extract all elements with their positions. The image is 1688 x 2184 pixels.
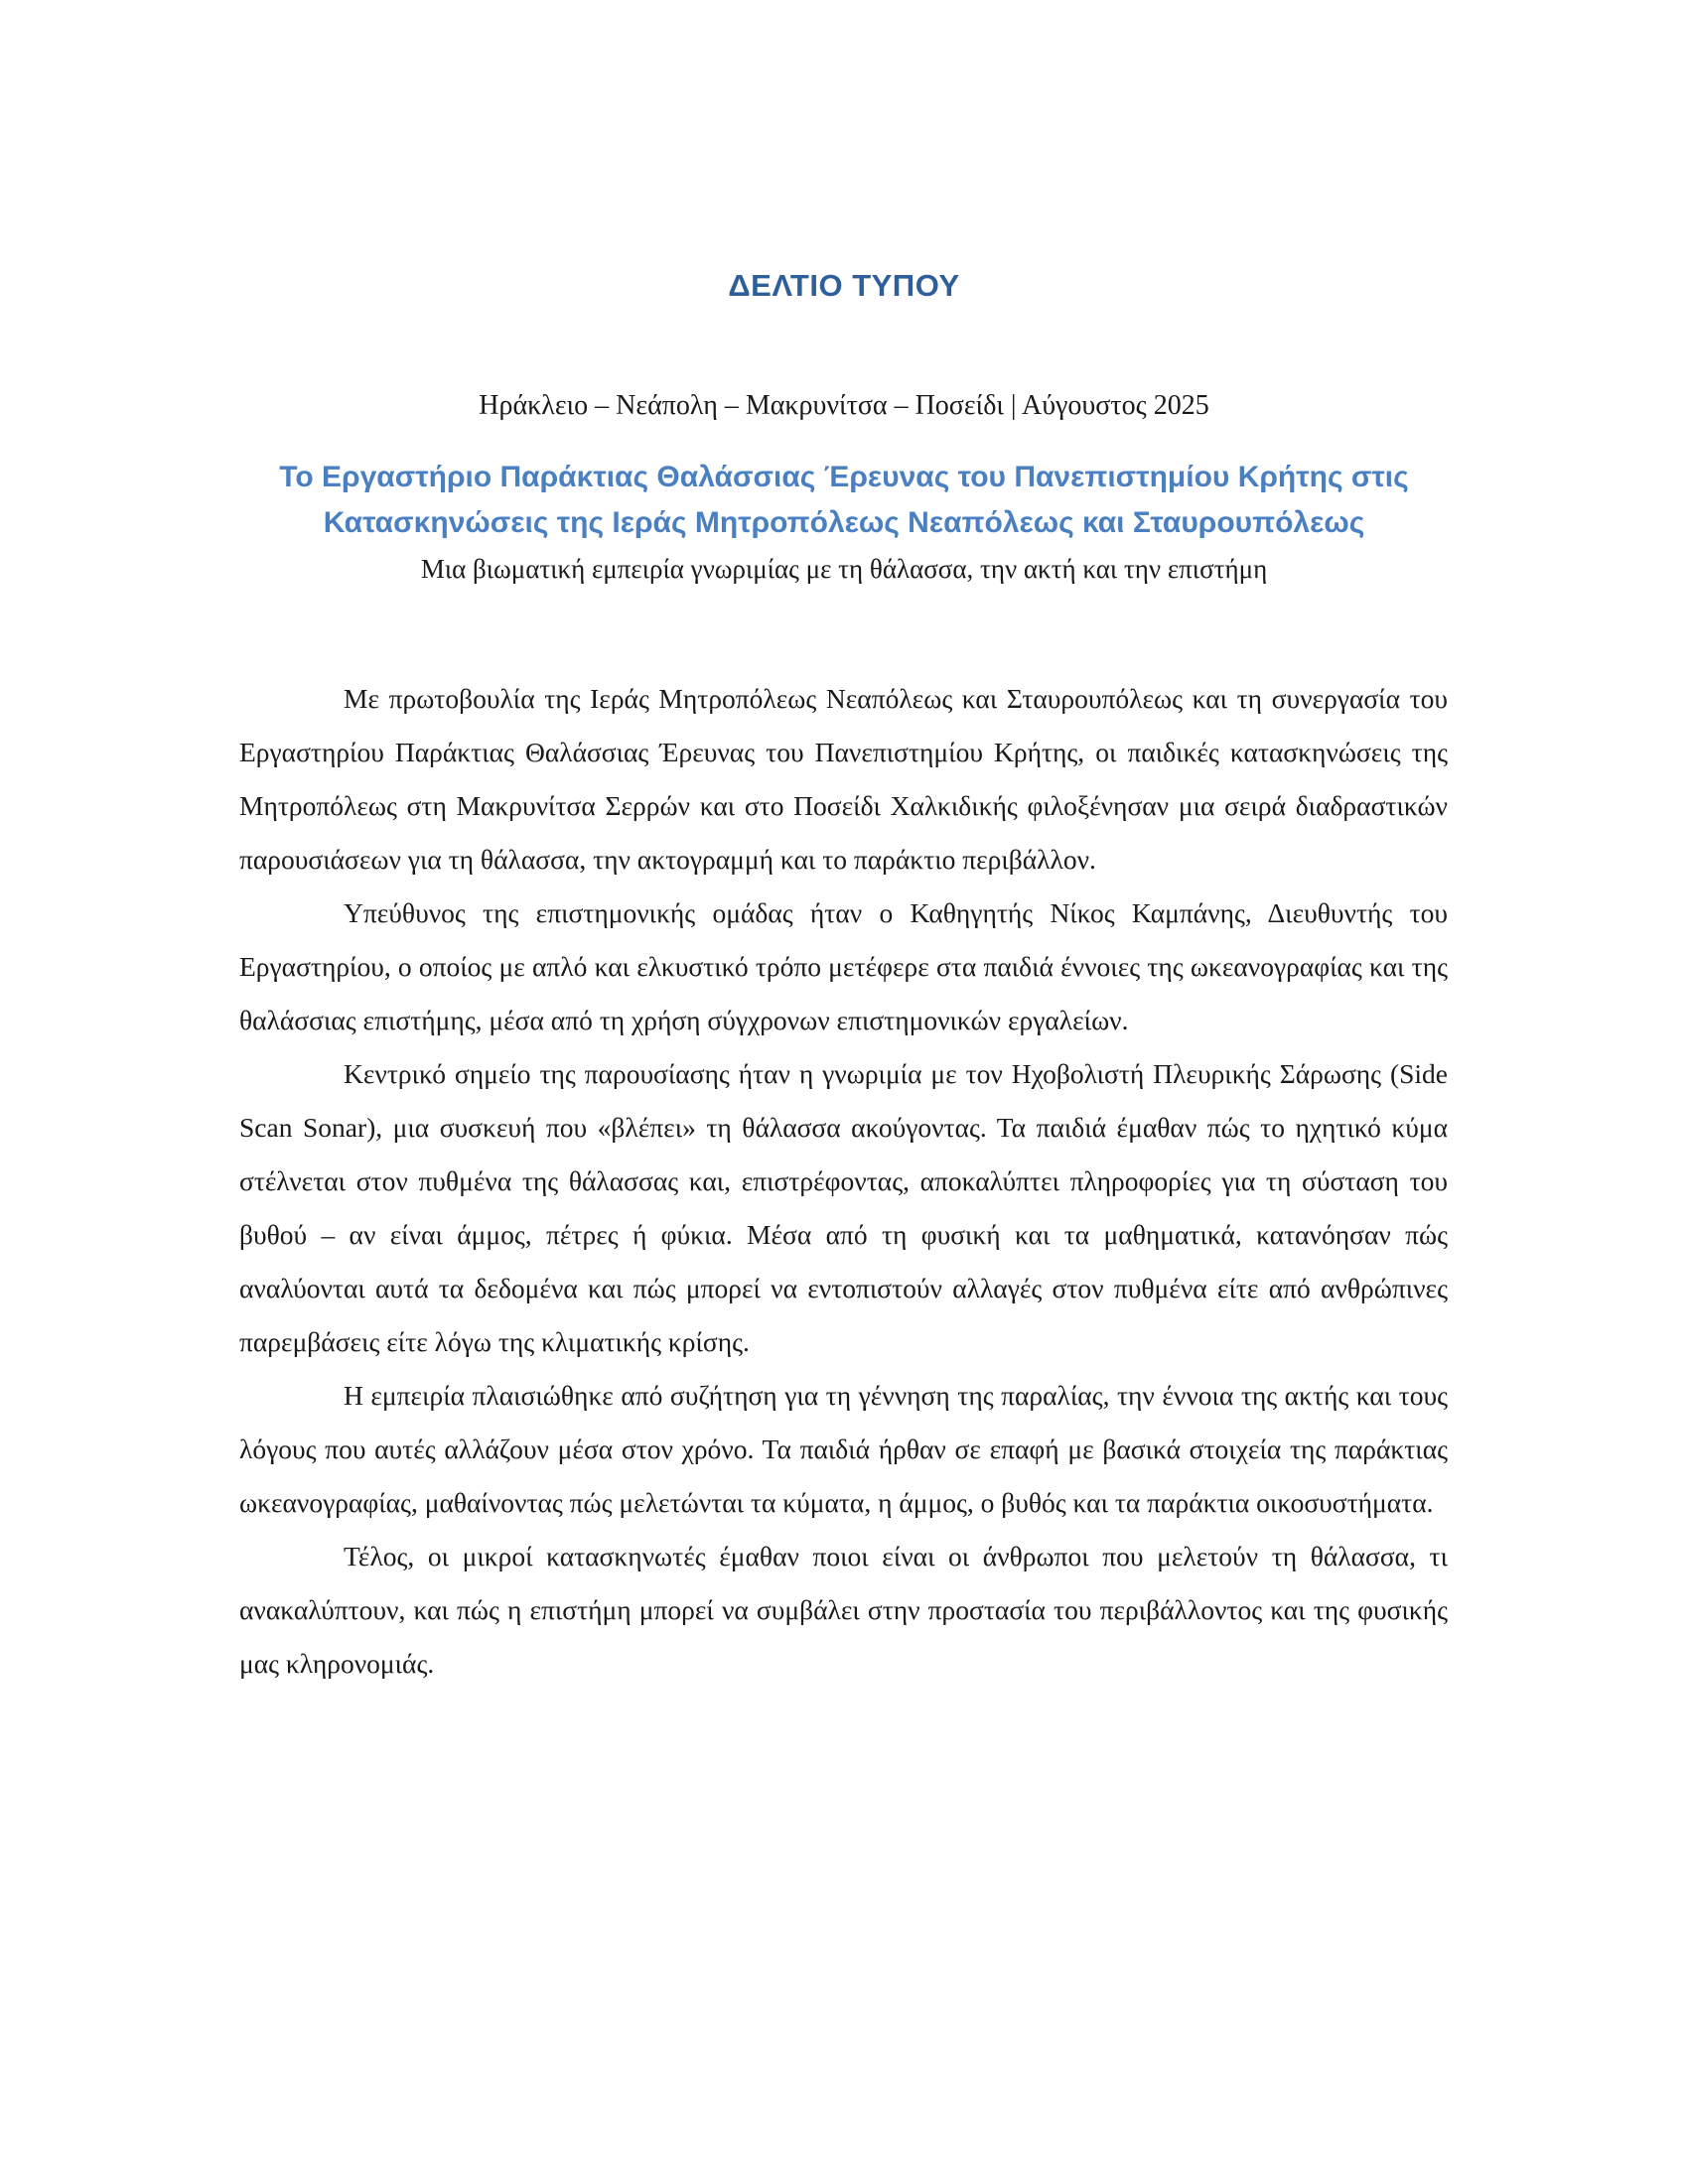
paragraph: Υπεύθυνος της επιστημονικής ομάδας ήταν ο Καθηγητής Νίκος Καμπάνης, Διευθυντής του Εργαστηρίου, ο οποίος με απλό και ελκυστικό τρόπο μετέφερε στα παιδιά έννοιες της ωκεανογραφίας και της θαλάσσιας επιστήμης, μέσα από τη χρήση σύγχρονων επιστημονικών εργαλείων. [239, 897, 1448, 1035]
paragraph: Η εμπειρία πλαισιώθηκε από συζήτηση για τη γέννηση της παραλίας, την έννοια της ακτής και τους λόγους που αυτές αλλάζουν μέσα στον χρόνο. Τα παιδιά ήρθαν σε επαφή με βασικά στοιχεία της παράκτιας ωκεανογραφίας, μαθαίνοντας πώς μελετώνται τα κύματα, η άμμος, ο βυθός και τα παράκτια οικοσυστήματα. [239, 1380, 1448, 1518]
headline-line-2: Κατασκηνώσεις της Ιεράς Μητροπόλεως Νεαπόλεως και Σταυρουπόλεως [323, 506, 1365, 539]
paragraph: Τέλος, οι μικροί κατασκηνωτές έμαθαν ποιοι είναι οι άνθρωποι που μελετούν τη θάλασσα, τι ανακαλύπτουν, και πώς η επιστήμη μπορεί να συμβάλει στην προστασία του περιβάλλοντος και της φυσικής μας κληρονομιάς. [239, 1541, 1448, 1679]
headline [199, 455, 1489, 546]
headline-line-1: Το Εργαστήριο Παράκτιας Θαλάσσιας Έρευνας του Πανεπιστημίου Κρήτης στις [279, 461, 1409, 493]
paragraph: Κεντρικό σημείο της παρουσίασης ήταν η γνωριμία με τον Ηχοβολιστή Πλευρικής Σάρωσης (Side Scan Sonar), μια συσκευή που «βλέπει» τη θάλασσα ακούγοντας. Τα παιδιά έμαθαν πώς το ηχητικό κύμα στέλνεται στον πυθμένα της θάλασσας και, επιστρέφοντας, αποκαλύπτει πληροφορίες για τη σύσταση του βυθού – αν είναι άμμος, πέτρες ή φύκια. Μέσα από τη φυσική και τα μαθηματικά, κατανόησαν πώς αναλύονται αυτά τα δεδομένα και πώς μπορεί να εντοπιστούν αλλαγές στον πυθμένα είτε από ανθρώπινες παρεμβάσεις είτε λόγω της κλιματικής κρίσης. [239, 1058, 1448, 1357]
dateline: Ηράκλειο – Νεάπολη – Μακρυνίτσα – Ποσείδι | Αύγουστος 2025 [479, 390, 1209, 421]
paragraph: Με πρωτοβουλία της Ιεράς Μητροπόλεως Νεαπόλεως και Σταυρουπόλεως και τη συνεργασία του Εργαστηρίου Παράκτιας Θαλάσσιας Έρευνας του Πανεπιστημίου Κρήτης, οι παιδικές κατασκηνώσεις της Μητροπόλεως στη Μακρυνίτσα Σερρών και στο Ποσείδι Χαλκιδικής φιλοξένησαν μια σειρά διαδραστικών παρουσιάσεων για τη θάλασσα, την ακτογραμμή και το παράκτιο περιβάλλον. [239, 683, 1448, 875]
press-release-title: ΔΕΛΤΙΟ ΤΥΠΟΥ [728, 268, 960, 303]
body-text [239, 672, 1448, 1691]
subheadline: Μια βιωματική εμπειρία γνωριμίας με τη θάλασσα, την ακτή και την επιστήμη [420, 554, 1268, 584]
